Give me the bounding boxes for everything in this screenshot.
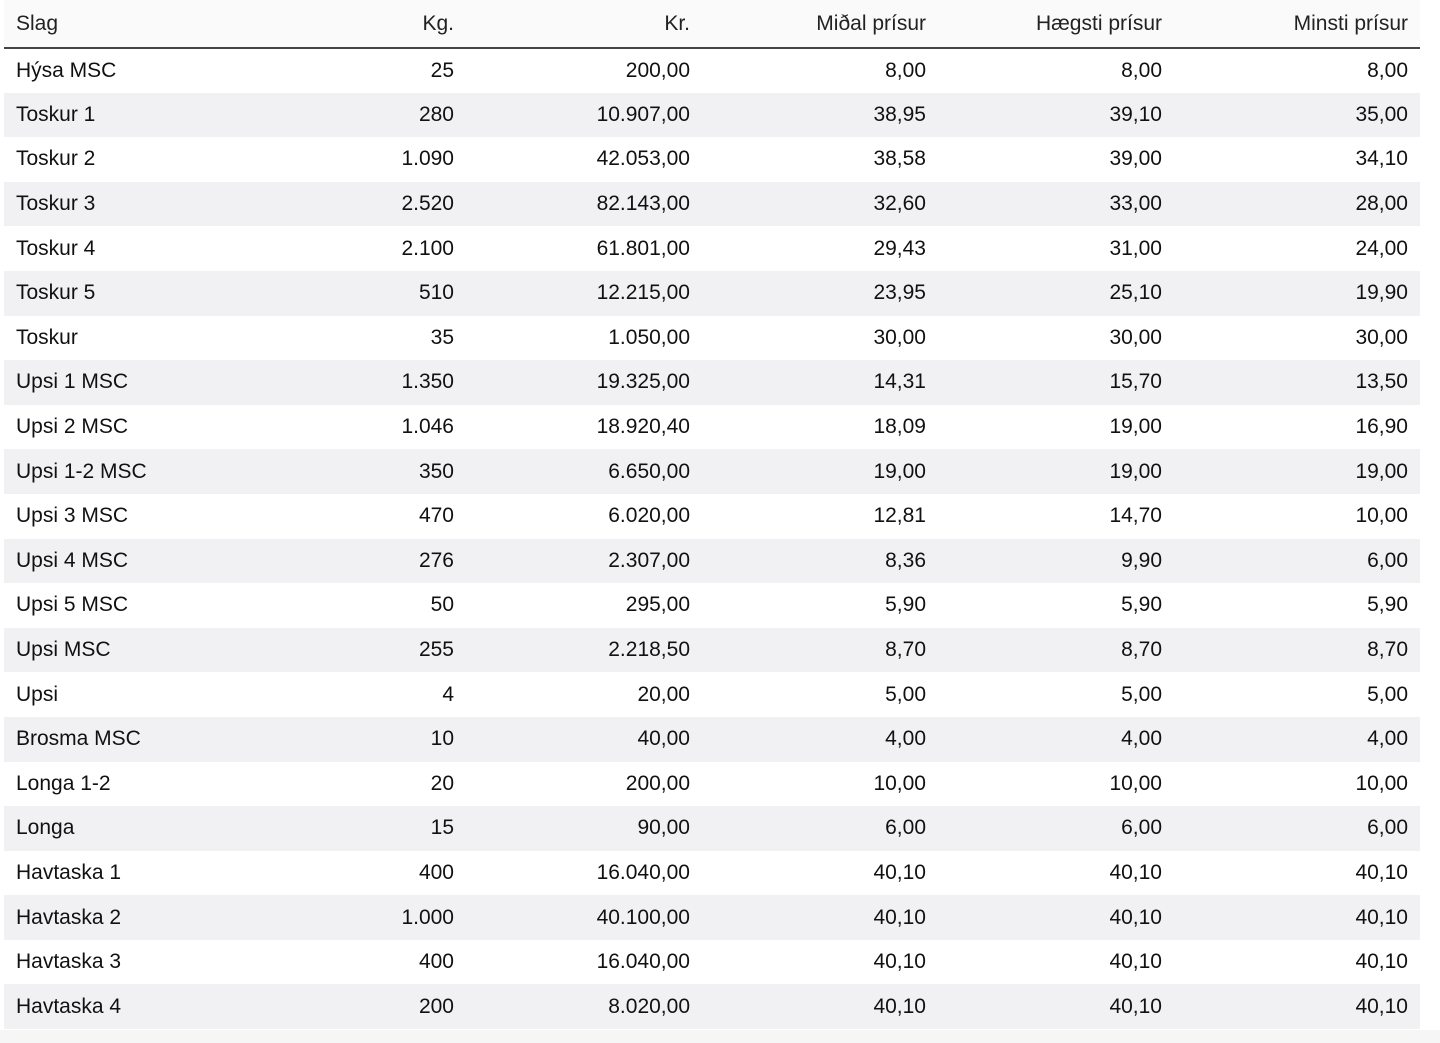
table-header [4, 0, 1420, 48]
table-row [4, 984, 1420, 1029]
cell-slag: Upsi 4 MSC [16, 548, 129, 572]
table-row [4, 940, 1420, 985]
cell-minsti-prisur: 6,00 [1367, 548, 1408, 572]
cell-midal-prisur: 40,10 [873, 994, 926, 1018]
cell-kr: 8.020,00 [608, 994, 690, 1018]
cell-midal-prisur: 18,09 [873, 415, 926, 439]
cell-midal-prisur: 4,00 [885, 727, 926, 751]
cell-slag: Havtaska 4 [16, 994, 122, 1018]
cell-slag: Toskur 4 [16, 236, 96, 260]
header-slag[interactable]: Slag [4, 0, 244, 48]
cell-midal-prisur: 19,00 [873, 459, 926, 483]
cell-kg: 400 [418, 950, 454, 974]
cell-haegsti-prisur: 39,00 [1109, 147, 1162, 171]
cell-slag: Upsi 1 MSC [16, 370, 129, 394]
cell-minsti-prisur: 10,00 [1355, 771, 1408, 795]
cell-kr: 2.218,50 [608, 638, 690, 662]
cell-slag: Toskur 5 [16, 281, 96, 305]
table-row [4, 806, 1420, 851]
cell-haegsti-prisur: 40,10 [1109, 994, 1162, 1018]
cell-haegsti-prisur: 8,00 [1121, 58, 1162, 82]
cell-slag: Upsi [16, 682, 59, 706]
cell-slag: Longa [16, 816, 75, 840]
cell-minsti-prisur: 40,10 [1355, 994, 1408, 1018]
cell-minsti-prisur: 5,90 [1367, 593, 1408, 617]
cell-minsti-prisur: 34,10 [1355, 147, 1408, 171]
cell-kr: 16.040,00 [596, 950, 690, 974]
cell-kr: 1.050,00 [608, 325, 690, 349]
cell-midal-prisur: 40,10 [873, 905, 926, 929]
header-minsti-prisur[interactable]: Minsti prísur [1174, 0, 1420, 48]
table-body [4, 48, 1420, 1029]
table-row [4, 539, 1420, 584]
cell-midal-prisur: 5,00 [885, 682, 926, 706]
header-haegsti-prisur[interactable]: Hægsti prísur [938, 0, 1174, 48]
cell-haegsti-prisur: 30,00 [1109, 325, 1162, 349]
table-row [4, 851, 1420, 896]
cell-haegsti-prisur: 5,00 [1121, 682, 1162, 706]
cell-haegsti-prisur: 5,90 [1121, 593, 1162, 617]
table-row [4, 494, 1420, 539]
cell-slag: Havtaska 2 [16, 905, 122, 929]
cell-slag: Toskur [16, 325, 78, 349]
cell-minsti-prisur: 40,10 [1355, 860, 1408, 884]
header-kg[interactable]: Kg. [244, 0, 466, 48]
cell-midal-prisur: 8,36 [885, 548, 926, 572]
cell-haegsti-prisur: 31,00 [1109, 236, 1162, 260]
cell-midal-prisur: 29,43 [873, 236, 926, 260]
table-row [4, 583, 1420, 628]
cell-minsti-prisur: 19,90 [1355, 281, 1408, 305]
cell-minsti-prisur: 19,00 [1355, 459, 1408, 483]
cell-kr: 19.325,00 [596, 370, 690, 394]
cell-kr: 82.143,00 [596, 192, 690, 216]
cell-midal-prisur: 14,31 [873, 370, 926, 394]
cell-kg: 2.100 [401, 236, 454, 260]
cell-midal-prisur: 38,58 [873, 147, 926, 171]
cell-kg: 50 [430, 593, 454, 617]
cell-haegsti-prisur: 10,00 [1109, 771, 1162, 795]
cell-kg: 200 [418, 994, 454, 1018]
cell-slag: Havtaska 3 [16, 950, 122, 974]
table-row [4, 93, 1420, 138]
cell-kr: 20,00 [637, 682, 690, 706]
cell-midal-prisur: 8,00 [885, 58, 926, 82]
table-row [4, 449, 1420, 494]
header-row [4, 0, 1420, 48]
cell-kr: 18.920,40 [596, 415, 690, 439]
table-row [4, 360, 1420, 405]
cell-haegsti-prisur: 33,00 [1109, 192, 1162, 216]
cell-haegsti-prisur: 14,70 [1109, 504, 1162, 528]
cell-kg: 276 [418, 548, 454, 572]
cell-midal-prisur: 32,60 [873, 192, 926, 216]
cell-haegsti-prisur: 19,00 [1109, 415, 1162, 439]
cell-slag: Upsi 2 MSC [16, 415, 129, 439]
cell-kg: 255 [418, 638, 454, 662]
cell-slag: Toskur 3 [16, 192, 96, 216]
cell-kr: 42.053,00 [596, 147, 690, 171]
header-kr[interactable]: Kr. [466, 0, 702, 48]
cell-kg: 1.350 [401, 370, 454, 394]
cell-midal-prisur: 12,81 [873, 504, 926, 528]
cell-kr: 295,00 [625, 593, 690, 617]
table-row [4, 895, 1420, 940]
cell-midal-prisur: 10,00 [873, 771, 926, 795]
table-row [4, 672, 1420, 717]
cell-minsti-prisur: 24,00 [1355, 236, 1408, 260]
cell-slag: Upsi MSC [16, 638, 111, 662]
price-table-container [4, 0, 1420, 1029]
table-row [4, 226, 1420, 271]
cell-midal-prisur: 40,10 [873, 950, 926, 974]
cell-kg: 350 [418, 459, 454, 483]
cell-minsti-prisur: 35,00 [1355, 102, 1408, 126]
cell-kr: 40,00 [637, 727, 690, 751]
cell-slag: Upsi 1-2 MSC [16, 459, 147, 483]
cell-minsti-prisur: 40,10 [1355, 950, 1408, 974]
cell-haegsti-prisur: 15,70 [1109, 370, 1162, 394]
cell-midal-prisur: 6,00 [885, 816, 926, 840]
table-row [4, 628, 1420, 673]
cell-kg: 1.000 [401, 905, 454, 929]
table-row [4, 271, 1420, 316]
cell-midal-prisur: 30,00 [873, 325, 926, 349]
cell-minsti-prisur: 16,90 [1355, 415, 1408, 439]
bottom-strip [0, 1030, 1440, 1043]
cell-minsti-prisur: 6,00 [1367, 816, 1408, 840]
cell-minsti-prisur: 5,00 [1367, 682, 1408, 706]
cell-kg: 280 [418, 102, 454, 126]
cell-kr: 40.100,00 [596, 905, 690, 929]
cell-minsti-prisur: 8,70 [1367, 638, 1408, 662]
cell-midal-prisur: 40,10 [873, 860, 926, 884]
cell-kg: 35 [430, 325, 454, 349]
cell-slag: Upsi 5 MSC [16, 593, 129, 617]
cell-haegsti-prisur: 40,10 [1109, 905, 1162, 929]
cell-kr: 2.307,00 [608, 548, 690, 572]
cell-kr: 10.907,00 [596, 102, 690, 126]
cell-kr: 12.215,00 [596, 281, 690, 305]
cell-kg: 510 [418, 281, 454, 305]
table-row [4, 717, 1420, 762]
cell-minsti-prisur: 8,00 [1367, 58, 1408, 82]
price-table [4, 0, 1420, 1029]
cell-kg: 1.090 [401, 147, 454, 171]
cell-kr: 16.040,00 [596, 860, 690, 884]
cell-midal-prisur: 8,70 [885, 638, 926, 662]
table-row [4, 182, 1420, 227]
table-row [4, 48, 1420, 93]
cell-haegsti-prisur: 4,00 [1121, 727, 1162, 751]
cell-minsti-prisur: 28,00 [1355, 192, 1408, 216]
cell-slag: Upsi 3 MSC [16, 504, 129, 528]
cell-slag: Brosma MSC [16, 727, 141, 751]
cell-haegsti-prisur: 6,00 [1121, 816, 1162, 840]
cell-kg: 20 [430, 771, 454, 795]
cell-kr: 61.801,00 [596, 236, 690, 260]
cell-kr: 6.020,00 [608, 504, 690, 528]
cell-midal-prisur: 5,90 [885, 593, 926, 617]
cell-haegsti-prisur: 39,10 [1109, 102, 1162, 126]
cell-kg: 400 [418, 860, 454, 884]
cell-kg: 25 [430, 58, 454, 82]
cell-slag: Havtaska 1 [16, 860, 122, 884]
cell-kg: 2.520 [401, 192, 454, 216]
cell-haegsti-prisur: 40,10 [1109, 950, 1162, 974]
cell-minsti-prisur: 40,10 [1355, 905, 1408, 929]
cell-slag: Longa 1-2 [16, 771, 111, 795]
cell-slag: Toskur 2 [16, 147, 96, 171]
cell-kr: 90,00 [637, 816, 690, 840]
cell-haegsti-prisur: 40,10 [1109, 860, 1162, 884]
cell-midal-prisur: 23,95 [873, 281, 926, 305]
cell-kg: 470 [418, 504, 454, 528]
cell-kr: 6.650,00 [608, 459, 690, 483]
cell-haegsti-prisur: 19,00 [1109, 459, 1162, 483]
cell-kg: 15 [430, 816, 454, 840]
cell-haegsti-prisur: 9,90 [1121, 548, 1162, 572]
cell-kr: 200,00 [625, 58, 690, 82]
cell-minsti-prisur: 13,50 [1355, 370, 1408, 394]
cell-kr: 200,00 [625, 771, 690, 795]
header-midal-prisur[interactable]: Miðal prísur [702, 0, 938, 48]
cell-haegsti-prisur: 8,70 [1121, 638, 1162, 662]
cell-slag: Toskur 1 [16, 102, 96, 126]
cell-minsti-prisur: 10,00 [1355, 504, 1408, 528]
cell-minsti-prisur: 30,00 [1355, 325, 1408, 349]
cell-kg: 4 [442, 682, 454, 706]
table-row [4, 405, 1420, 450]
table-row [4, 137, 1420, 182]
cell-minsti-prisur: 4,00 [1367, 727, 1408, 751]
cell-haegsti-prisur: 25,10 [1109, 281, 1162, 305]
cell-slag: Hýsa MSC [16, 58, 117, 82]
cell-kg: 10 [430, 727, 454, 751]
cell-midal-prisur: 38,95 [873, 102, 926, 126]
cell-kg: 1.046 [401, 415, 454, 439]
table-row [4, 316, 1420, 361]
table-row [4, 762, 1420, 807]
